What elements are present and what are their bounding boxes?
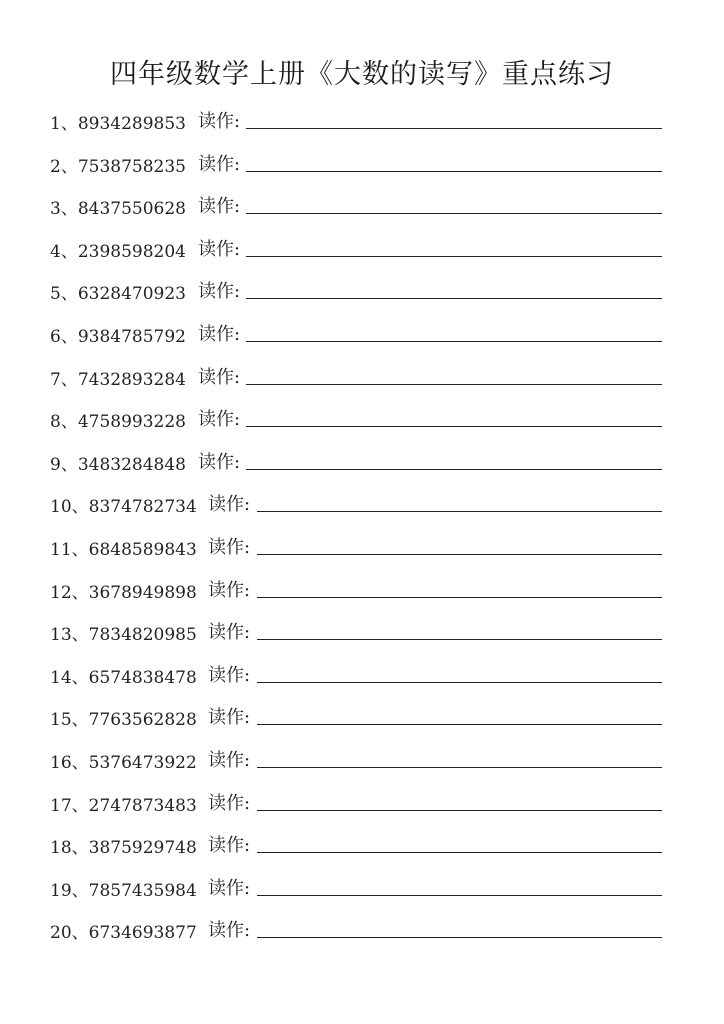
read-as-label: 读作: — [198, 366, 241, 388]
exercise-index: 19、 — [50, 880, 89, 901]
exercise-value: 6734693877 — [88, 923, 197, 944]
exercise-number — [50, 791, 197, 816]
answer-line[interactable] — [257, 724, 662, 725]
exercise-number — [50, 620, 197, 645]
exercise-value: 6574838478 — [88, 667, 197, 688]
read-as-label: 读作: — [198, 196, 241, 218]
exercise-number — [50, 492, 197, 517]
answer-line[interactable] — [246, 256, 662, 257]
read-as-label: 读作: — [208, 792, 251, 814]
exercise-value: 4758993228 — [77, 412, 186, 433]
exercise-row — [0, 105, 724, 148]
exercise-row — [0, 914, 724, 957]
exercise-value: 3483284848 — [77, 454, 186, 475]
exercise-index: 14、 — [50, 667, 89, 688]
exercise-row — [0, 531, 724, 574]
exercise-index: 10、 — [50, 497, 89, 518]
exercise-value: 8374782734 — [88, 497, 197, 518]
read-as-label: 读作: — [208, 877, 251, 899]
exercise-value: 2398598204 — [77, 241, 186, 262]
answer-line[interactable] — [246, 171, 662, 172]
exercise-index: 6、 — [50, 326, 78, 347]
read-as-label: 读作: — [198, 409, 241, 431]
answer-line[interactable] — [257, 852, 662, 853]
exercise-value: 7763562828 — [88, 710, 197, 731]
read-as-label: 读作: — [198, 281, 241, 303]
exercise-index: 4、 — [50, 241, 78, 262]
exercise-number — [50, 535, 197, 560]
worksheet-title: 四年级数学上册《大数的读写》重点练习 — [110, 59, 614, 90]
exercise-index: 7、 — [50, 369, 78, 390]
exercise-index: 11、 — [50, 539, 89, 560]
answer-line[interactable] — [246, 128, 662, 129]
answer-line[interactable] — [246, 469, 662, 470]
answer-line[interactable] — [257, 767, 662, 768]
read-as-label: 读作: — [198, 153, 241, 175]
read-as-label: 读作: — [198, 111, 241, 132]
read-as-label: 读作: — [208, 707, 251, 729]
answer-line[interactable] — [246, 298, 662, 299]
answer-line[interactable] — [257, 554, 662, 555]
read-as-label: 读作: — [208, 749, 251, 771]
answer-line[interactable] — [246, 213, 662, 214]
exercise-number — [50, 322, 186, 347]
exercise-value: 6328470923 — [77, 284, 186, 305]
exercise-row — [0, 744, 724, 787]
exercise-index: 2、 — [50, 156, 78, 177]
exercise-row — [0, 361, 724, 404]
exercise-number — [50, 705, 197, 730]
read-as-label: 读作: — [198, 238, 241, 260]
exercise-row — [0, 403, 724, 446]
exercise-index: 20、 — [50, 923, 89, 944]
exercise-index: 1、 — [50, 114, 78, 134]
exercise-row — [0, 488, 724, 531]
exercise-row — [0, 872, 724, 915]
answer-line[interactable] — [257, 895, 662, 896]
answer-line[interactable] — [257, 682, 662, 683]
exercise-number — [50, 918, 197, 943]
exercise-row — [0, 318, 724, 361]
exercise-value: 3678949898 — [88, 582, 197, 603]
exercise-list — [0, 105, 724, 957]
exercise-value: 6848589843 — [88, 539, 197, 560]
exercise-value: 5376473922 — [88, 752, 197, 773]
exercise-row — [0, 574, 724, 617]
exercise-value: 3875929748 — [88, 838, 197, 859]
exercise-value: 9384785792 — [77, 326, 186, 347]
answer-line[interactable] — [246, 384, 662, 385]
exercise-row — [0, 148, 724, 191]
answer-line[interactable] — [257, 511, 662, 512]
exercise-value: 7857435984 — [88, 880, 197, 901]
exercise-index: 9、 — [50, 454, 78, 475]
read-as-label: 读作: — [198, 451, 241, 473]
exercise-value: 7834820985 — [88, 625, 197, 646]
exercise-row — [0, 701, 724, 744]
read-as-label: 读作: — [208, 835, 251, 857]
exercise-value: 8934289853 — [77, 114, 186, 134]
exercise-index: 16、 — [50, 752, 89, 773]
exercise-number — [50, 365, 186, 390]
exercise-index: 13、 — [50, 625, 89, 646]
exercise-number — [50, 833, 197, 858]
exercise-index: 17、 — [50, 795, 89, 816]
exercise-value: 8437550628 — [77, 199, 186, 220]
answer-line[interactable] — [257, 810, 662, 811]
exercise-index: 3、 — [50, 199, 78, 220]
exercise-number — [50, 578, 197, 603]
read-as-label: 读作: — [208, 920, 251, 942]
answer-line[interactable] — [257, 597, 662, 598]
exercise-index: 18、 — [50, 838, 89, 859]
read-as-label: 读作: — [208, 536, 251, 558]
exercise-row — [0, 659, 724, 702]
answer-line[interactable] — [257, 937, 662, 938]
answer-line[interactable] — [246, 426, 662, 427]
exercise-number — [50, 279, 186, 304]
exercise-row — [0, 787, 724, 830]
exercise-index: 12、 — [50, 582, 89, 603]
exercise-number — [50, 876, 197, 901]
exercise-number — [50, 663, 197, 688]
exercise-index: 15、 — [50, 710, 89, 731]
answer-line[interactable] — [257, 639, 662, 640]
exercise-row — [0, 446, 724, 489]
exercise-number — [50, 748, 197, 773]
exercise-number — [50, 194, 186, 219]
read-as-label: 读作: — [198, 323, 241, 345]
exercise-number — [50, 152, 186, 177]
read-as-label: 读作: — [208, 664, 251, 686]
read-as-label: 读作: — [208, 494, 251, 516]
exercise-row — [0, 275, 724, 318]
exercise-value: 2747873483 — [88, 795, 197, 816]
exercise-index: 5、 — [50, 284, 78, 305]
exercise-row — [0, 190, 724, 233]
exercise-row — [0, 616, 724, 659]
exercise-row — [0, 233, 724, 276]
exercise-number — [50, 237, 186, 262]
exercise-row — [0, 829, 724, 872]
exercise-index: 8、 — [50, 412, 78, 433]
read-as-label: 读作: — [208, 579, 251, 601]
exercise-value: 7538758235 — [77, 156, 186, 177]
exercise-number — [50, 109, 186, 134]
exercise-value: 7432893284 — [77, 369, 186, 390]
exercise-number — [50, 450, 186, 475]
exercise-number — [50, 407, 186, 432]
answer-line[interactable] — [246, 341, 662, 342]
read-as-label: 读作: — [208, 622, 251, 644]
